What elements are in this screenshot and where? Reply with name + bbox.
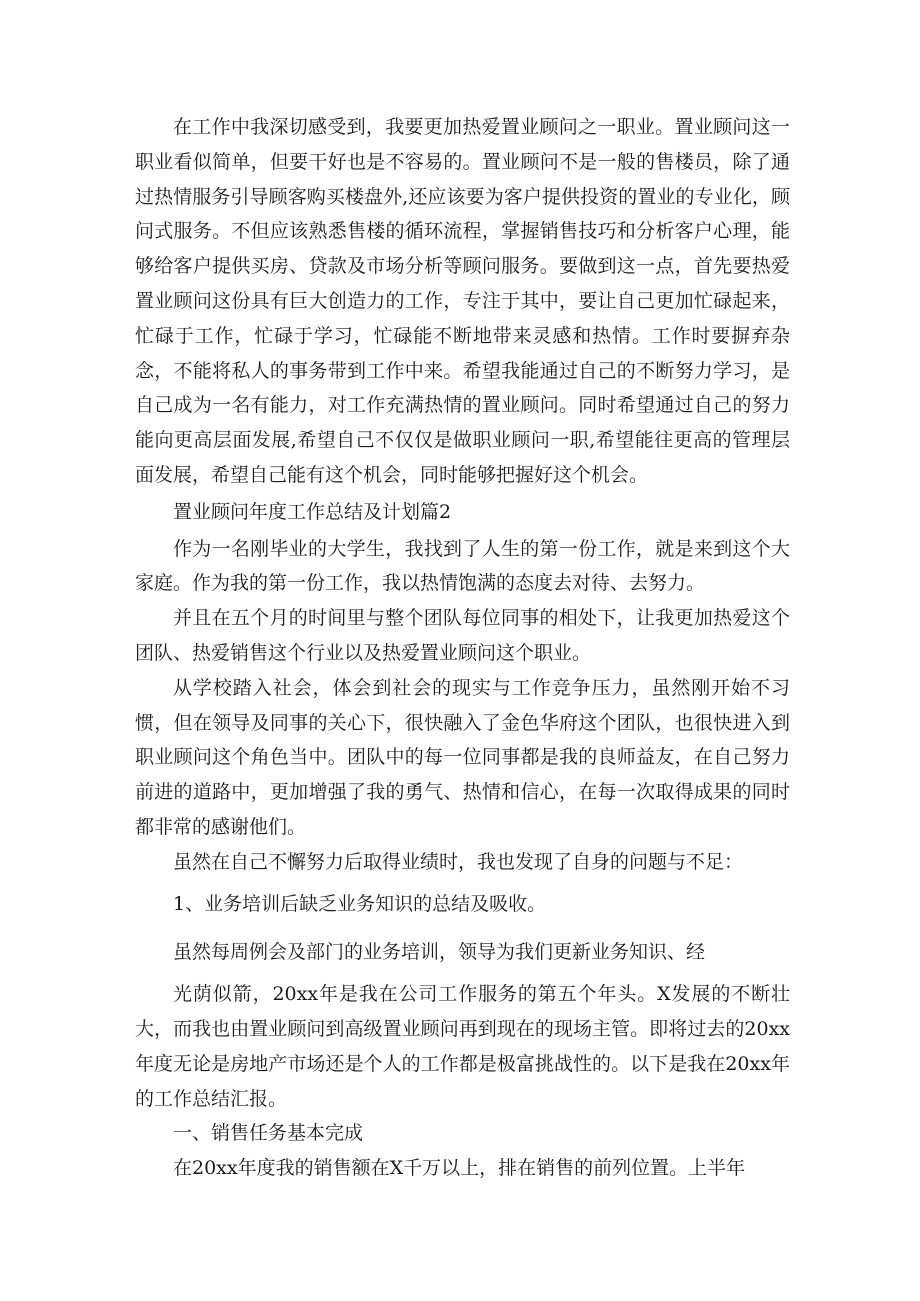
paragraph-shortcomings: 虽然在自己不懈努力后取得业绩时，我也发现了自身的问题与不足： bbox=[173, 850, 744, 873]
document-page bbox=[135, 110, 790, 1186]
paragraph-time-flies: 光荫似箭，20xx年是我在公司工作服务的第五个年头。X发展的不断壮大，而我也由置业顾问到高级置业顾问再到现在的现场主管。即将过去的20xx年度无论是房地产市场还是个人的工作都是极富挑战性的。以下是我在20xx年的工作总结汇报。 bbox=[135, 983, 790, 1110]
paragraph-weekly-meeting: 虽然每周例会及部门的业务培训，领导为我们更新业务知识、经 bbox=[173, 941, 706, 964]
paragraph-career-love: 在工作中我深切感受到，我要更加热爱置业顾问之一职业。置业顾问这一职业看似简单，但要干好也是不容易的。置业顾问不是一般的售楼员，除了通过热情服务引导顾客购买楼盘外,还应该要为客户提供投资的置业的专业化，顾问式服务。不但应该熟悉售楼的循环流程，掌握销售技巧和分析客户心理，能够给客户提供买房、贷款及市场分析等顾问服务。要做到这一点，首先要热爱置业顾问这份具有巨大创造力的工作，专注于其中，要让自己更加忙碌起来，忙碌于工作，忙碌于学习，忙碌能不断地带来灵感和热情。工作时要摒弃杂念，不能将私人的事务带到工作中来。希望我能通过自己的不断努力学习，是自己成为一名有能力，对工作充满热情的置业顾问。同时希望通过自己的努力能向更高层面发展,希望自己不仅仅是做职业顾问一职,希望能往更高的管理层面发展，希望自己能有这个机会，同时能够把握好这个机会。 bbox=[135, 116, 790, 486]
paragraph-first-job: 作为一名刚毕业的大学生，我找到了人生的第一份工作，就是来到这个大家庭。作为我的第一份工作，我以热情饱满的态度去对待、去努力。 bbox=[135, 537, 790, 595]
section-title-sales-task: 一、销售任务基本完成 bbox=[173, 1122, 364, 1145]
list-item-training: 1、业务培训后缺乏业务知识的总结及吸收。 bbox=[173, 892, 547, 915]
paragraph-school-to-society: 从学校踏入社会，体会到社会的现实与工作竞争压力，虽然刚开始不习惯，但在领导及同事的关心下，很快融入了金色华府这个团队，也很快进入到职业顾问这个角色当中。团队中的每一位同事都是我的良师益友，在自己努力前进的道路中，更加增强了我的勇气、热情和信心，在每一次取得成果的同时都非常的感谢他们。 bbox=[135, 676, 790, 838]
section-title-part2: 置业顾问年度工作总结及计划篇2 bbox=[173, 500, 452, 523]
paragraph-sales-volume: 在20xx年度我的销售额在X千万以上，排在销售的前列位置。上半年 bbox=[173, 1157, 746, 1180]
paragraph-team: 并且在五个月的时间里与整个团队每位同事的相处下，让我更加热爱这个团队、热爱销售这个行业以及热爱置业顾问这个职业。 bbox=[135, 607, 790, 664]
